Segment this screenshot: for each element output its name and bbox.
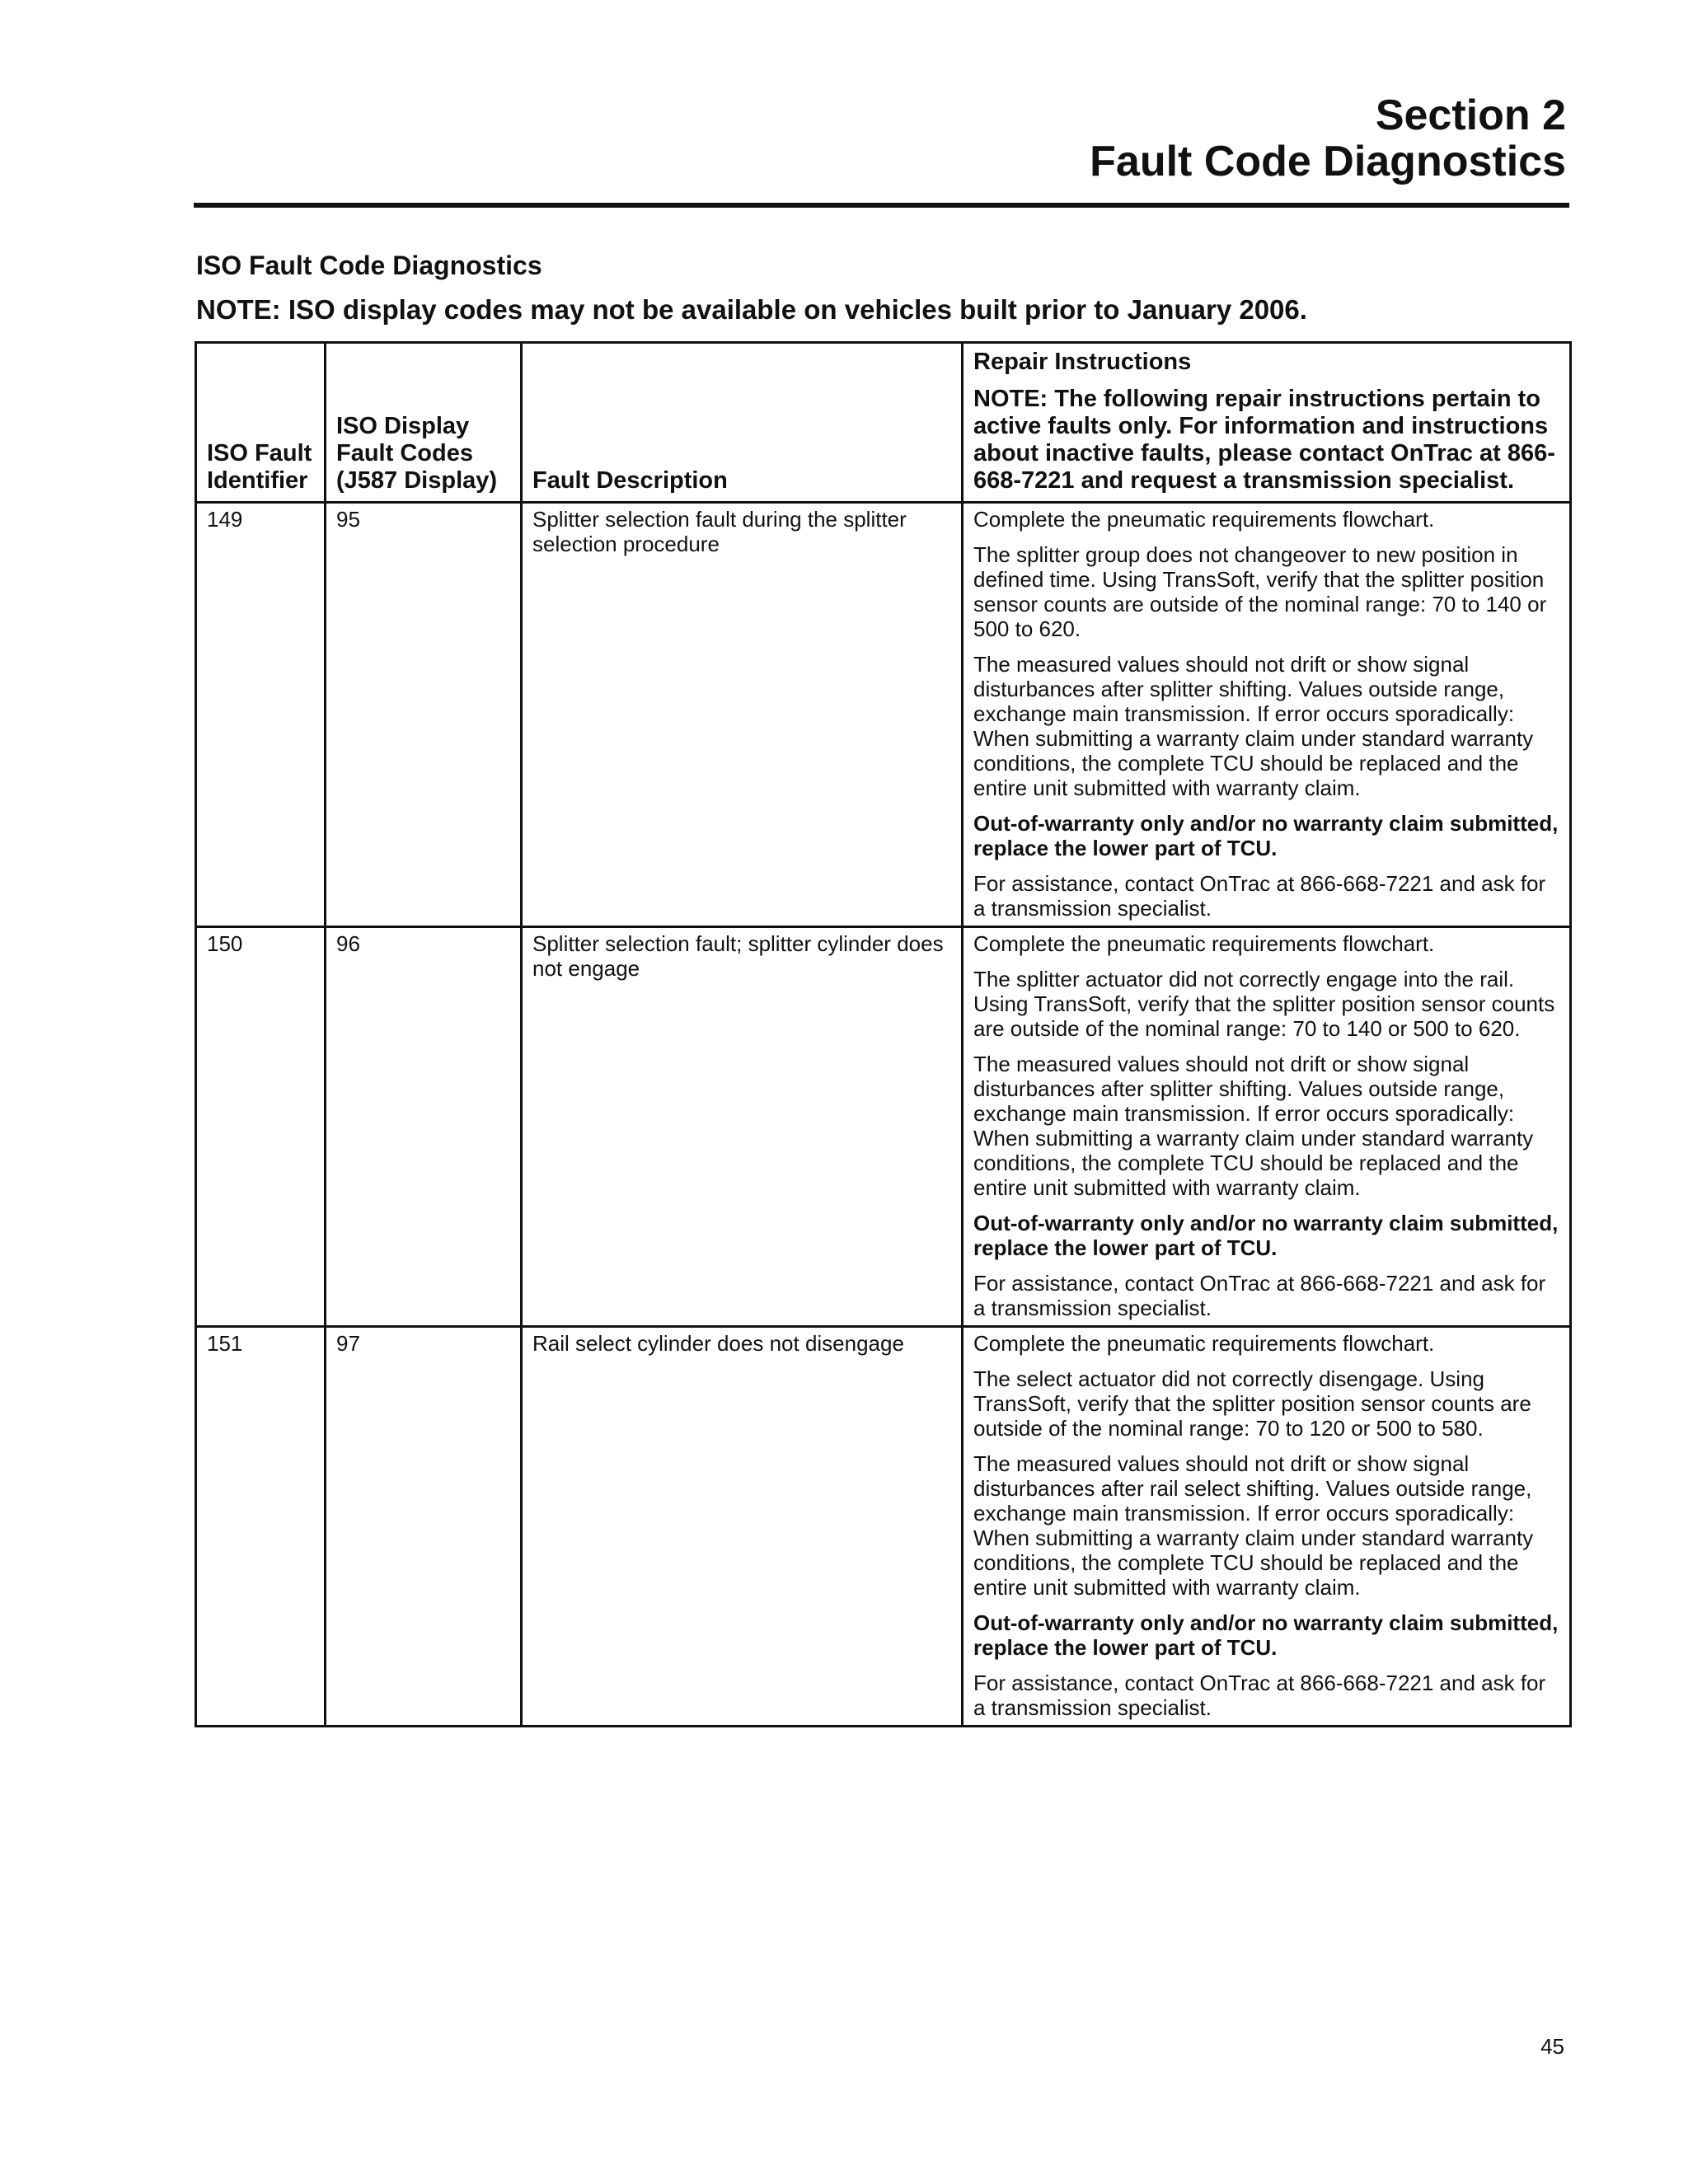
instruction-paragraph: The splitter actuator did not correctly engage into the rail. Using TransSoft, verify that the splitter position sensor counts are outside of the nominal range: 70 to 140 or 500 to 620. (973, 967, 1555, 1041)
instruction-paragraph: Complete the pneumatic requirements flowchart. (973, 931, 1435, 956)
instruction-paragraph: For assistance, contact OnTrac at 866-668-7221 and ask for a transmission specialist. (973, 871, 1546, 921)
fault-description-cell: Splitter selection fault during the splitter selection procedure (522, 503, 963, 927)
instruction-paragraph: The measured values should not drift or show signal disturbances after splitter shifting. Values outside range, exchange main transmission. If error occurs sporadically: When submitting a warranty claim under standard warranty conditions, the complete TCU should be replaced and the entire unit submitted with warranty claim. (973, 652, 1534, 800)
instruction-paragraph: The splitter group does not changeover to new position in defined time. Using TransSoft, verify that the splitter position sensor counts are outside of the nominal range: 70 to 140 or 500 to 620. (973, 542, 1547, 641)
table-row (196, 1327, 1571, 1727)
instruction-paragraph: Complete the pneumatic requirements flowchart. (973, 507, 1435, 532)
instruction-paragraph: The measured values should not drift or show signal disturbances after splitter shifting. Values outside range, exchange main transmission. If error occurs sporadically: When submitting a warranty claim under standard warranty conditions, the complete TCU should be replaced and the entire unit submitted with warranty claim. (973, 1052, 1534, 1200)
header-fault-description: Fault Description (522, 343, 963, 503)
repair-instructions-title: Repair Instructions (973, 349, 1192, 375)
section-title: Fault Code Diagnostics (1090, 138, 1566, 185)
table-row (196, 927, 1571, 1327)
repair-instructions-cell (963, 1327, 1571, 1727)
fault-code-table (195, 341, 1572, 1727)
page-number: 45 (1540, 2034, 1564, 2059)
header-iso-display-codes: ISO Display Fault Codes (J587 Display) (326, 343, 522, 503)
table-header-row (196, 343, 1571, 503)
instruction-paragraph: For assistance, contact OnTrac at 866-668-7221 and ask for a transmission specialist. (973, 1671, 1546, 1720)
section-heading: ISO Fault Code Diagnostics (196, 251, 542, 280)
instruction-warning: Out-of-warranty only and/or no warranty claim submitted, replace the lower part of TCU. (973, 1610, 1559, 1660)
repair-instructions-cell (963, 503, 1571, 927)
iso-display-code-cell: 95 (326, 503, 522, 927)
repair-instructions-cell (963, 927, 1571, 1327)
repair-instructions-note: NOTE: The following repair instructions pertain to active faults only. For information and instructions about inactive faults, please contact OnTrac at 866-668-7221 and request a transmission specialist. (973, 386, 1555, 494)
iso-fault-identifier-cell: 151 (196, 1327, 326, 1727)
instruction-paragraph: Complete the pneumatic requirements flowchart. (973, 1331, 1435, 1356)
iso-display-code-cell: 97 (326, 1327, 522, 1727)
fault-description-cell: Rail select cylinder does not disengage (522, 1327, 963, 1727)
instruction-paragraph: For assistance, contact OnTrac at 866-668-7221 and ask for a transmission specialist. (973, 1271, 1546, 1320)
section-number: Section 2 (1375, 91, 1566, 139)
instruction-warning: Out-of-warranty only and/or no warranty claim submitted, replace the lower part of TCU. (973, 811, 1559, 860)
fault-description-cell: Splitter selection fault; splitter cylinder does not engage (522, 927, 963, 1327)
iso-display-code-cell: 96 (326, 927, 522, 1327)
instruction-paragraph: The measured values should not drift or show signal disturbances after rail select shifting. Values outside range, exchange main transmission. If error occurs sporadically: When submitting a warranty claim under standard warranty conditions, the complete TCU should be replaced and the entire unit submitted with warranty claim. (973, 1451, 1534, 1600)
page-header (1090, 92, 1566, 185)
header-rule (194, 203, 1569, 208)
header-repair-instructions (963, 343, 1571, 503)
iso-fault-identifier-cell: 150 (196, 927, 326, 1327)
instruction-paragraph: The select actuator did not correctly disengage. Using TransSoft, verify that the splitter position sensor counts are outside of the nominal range: 70 to 120 or 500 to 580. (973, 1366, 1531, 1441)
section-note: NOTE: ISO display codes may not be available on vehicles built prior to January 2006. (196, 294, 1307, 325)
table-row (196, 503, 1571, 927)
instruction-warning: Out-of-warranty only and/or no warranty claim submitted, replace the lower part of TCU. (973, 1211, 1559, 1260)
iso-fault-identifier-cell: 149 (196, 503, 326, 927)
header-iso-fault-identifier: ISO Fault Identifier (196, 343, 326, 503)
